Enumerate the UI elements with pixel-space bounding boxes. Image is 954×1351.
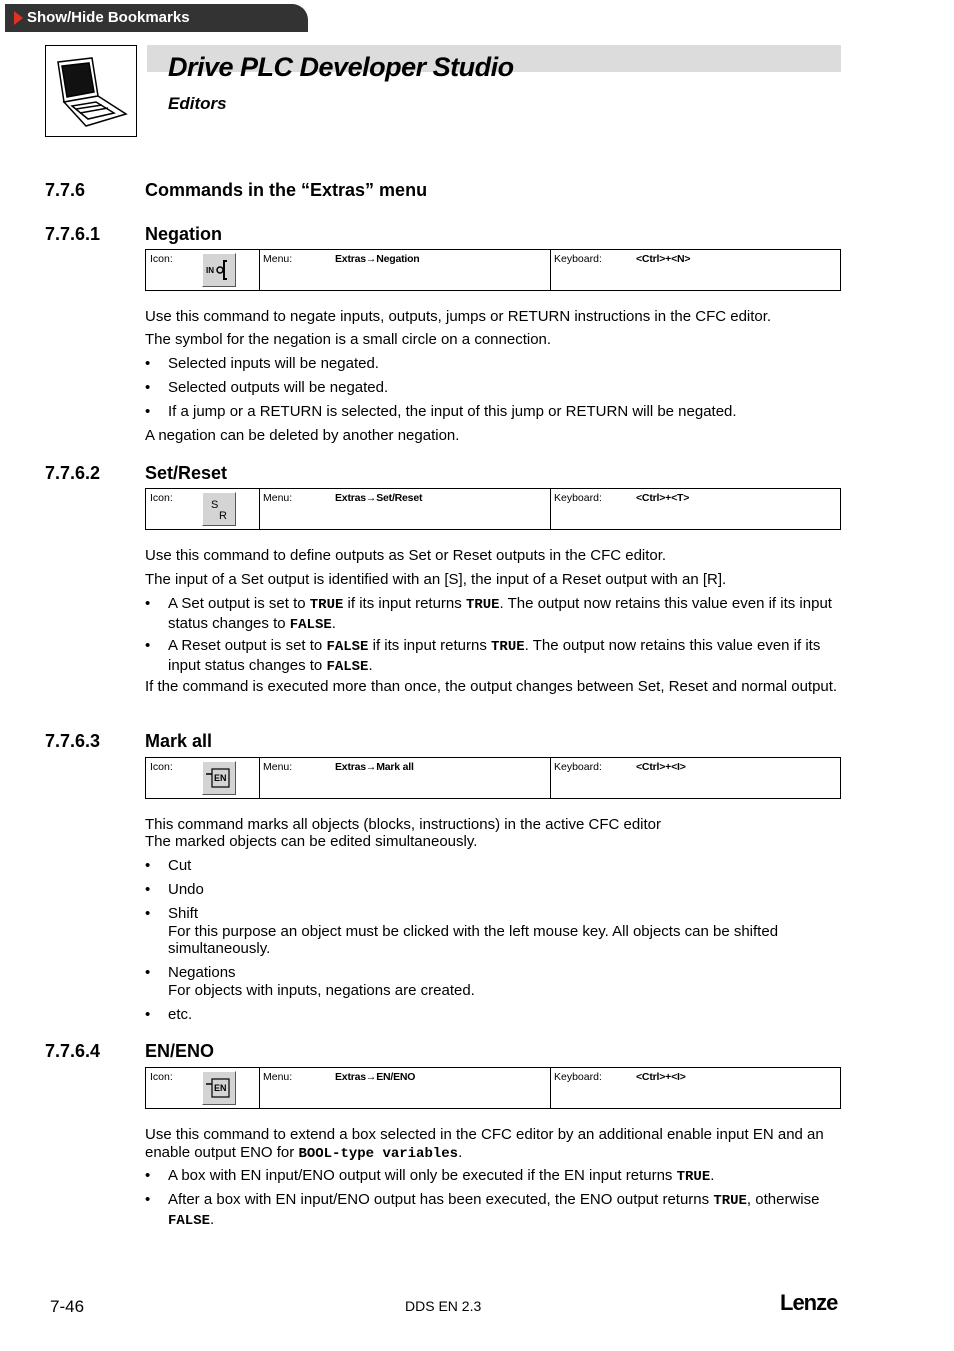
keyboard-shortcut: <Ctrl>+<N> xyxy=(636,253,691,265)
menu-label: Menu: xyxy=(263,253,293,265)
menu-path: Extras→Negation xyxy=(335,253,420,265)
laptop-logo xyxy=(45,45,137,137)
negation-icon[interactable] xyxy=(202,253,236,287)
command-table-en-eno xyxy=(145,1067,841,1109)
icon-label: Icon: xyxy=(150,492,173,504)
svg-text:IN: IN xyxy=(206,266,214,275)
keyboard-shortcut: <Ctrl>+<I> xyxy=(636,1071,686,1083)
menu-label: Menu: xyxy=(263,1071,293,1083)
svg-text:EN: EN xyxy=(214,1083,227,1093)
page-title: Drive PLC Developer Studio xyxy=(168,52,514,82)
menu-path: Extras→Set/Reset xyxy=(335,492,423,504)
enable-icon[interactable] xyxy=(202,761,236,795)
heading-number: 7.7.6.1 xyxy=(45,224,101,244)
page-subtitle: Editors xyxy=(168,94,227,113)
command-table-negation xyxy=(145,249,841,291)
menu-label: Menu: xyxy=(263,492,293,504)
heading-en-eno: EN/ENO xyxy=(145,1041,215,1061)
enable-icon[interactable] xyxy=(202,1071,236,1105)
triangle-right-icon xyxy=(14,11,23,25)
command-table-set-reset xyxy=(145,488,841,530)
icon-label: Icon: xyxy=(150,253,173,265)
heading-number: 7.7.6.2 xyxy=(45,463,101,483)
svg-text:R: R xyxy=(219,510,227,522)
document-id: DDS EN 2.3 xyxy=(405,1298,482,1314)
keyboard-label: Keyboard: xyxy=(554,492,602,504)
heading-number: 7.7.6.4 xyxy=(45,1041,101,1061)
section-number: 7.7.6 xyxy=(45,180,86,200)
svg-text:EN: EN xyxy=(214,773,227,783)
keyboard-shortcut: <Ctrl>+<T> xyxy=(636,492,690,504)
keyboard-shortcut: <Ctrl>+<I> xyxy=(636,761,686,773)
command-table-mark-all xyxy=(145,757,841,799)
heading-mark-all: Mark all xyxy=(145,731,213,751)
bookmark-tab-label: Show/Hide Bookmarks xyxy=(27,9,190,26)
heading-negation: Negation xyxy=(145,224,223,244)
paragraph: A negation can be deleted by another negation. xyxy=(145,427,460,444)
paragraph: The input of a Set output is identified with an [S], the input of a Reset output with an [R]. xyxy=(145,571,727,588)
heading-set-reset: Set/Reset xyxy=(145,463,228,483)
paragraph: Use this command to define outputs as Set or Reset outputs in the CFC editor. xyxy=(145,547,667,564)
show-hide-bookmarks-button[interactable] xyxy=(5,4,308,32)
keyboard-label: Keyboard: xyxy=(554,761,602,773)
paragraph: The marked objects can be edited simultaneously. xyxy=(145,833,478,850)
section-title: Commands in the “Extras” menu xyxy=(145,180,428,200)
paragraph: The symbol for the negation is a small circle on a connection. xyxy=(145,331,552,348)
keyboard-label: Keyboard: xyxy=(554,1071,602,1083)
paragraph: This command marks all objects (blocks, instructions) in the active CFC editor xyxy=(145,816,662,833)
page-number: 7-46 xyxy=(50,1297,85,1316)
paragraph: If the command is executed more than once, the output changes between Set, Reset and normal output. xyxy=(145,678,838,695)
menu-label: Menu: xyxy=(263,761,293,773)
svg-text:S: S xyxy=(211,499,219,511)
menu-path: Extras→EN/ENO xyxy=(335,1071,416,1083)
heading-number: 7.7.6.3 xyxy=(45,731,101,751)
keyboard-label: Keyboard: xyxy=(554,253,602,265)
icon-label: Icon: xyxy=(150,761,173,773)
paragraph: Use this command to extend a box selected in the CFC editor by an additional enable input EN and an enable output ENO for BOOL-type variables. xyxy=(145,1126,824,1162)
brand-logo: Lenze xyxy=(780,1290,838,1315)
set-reset-icon[interactable] xyxy=(202,492,236,526)
icon-label: Icon: xyxy=(150,1071,173,1083)
paragraph: Use this command to negate inputs, outputs, jumps or RETURN instructions in the CFC editor. xyxy=(145,308,772,325)
menu-path: Extras→Mark all xyxy=(335,761,414,773)
